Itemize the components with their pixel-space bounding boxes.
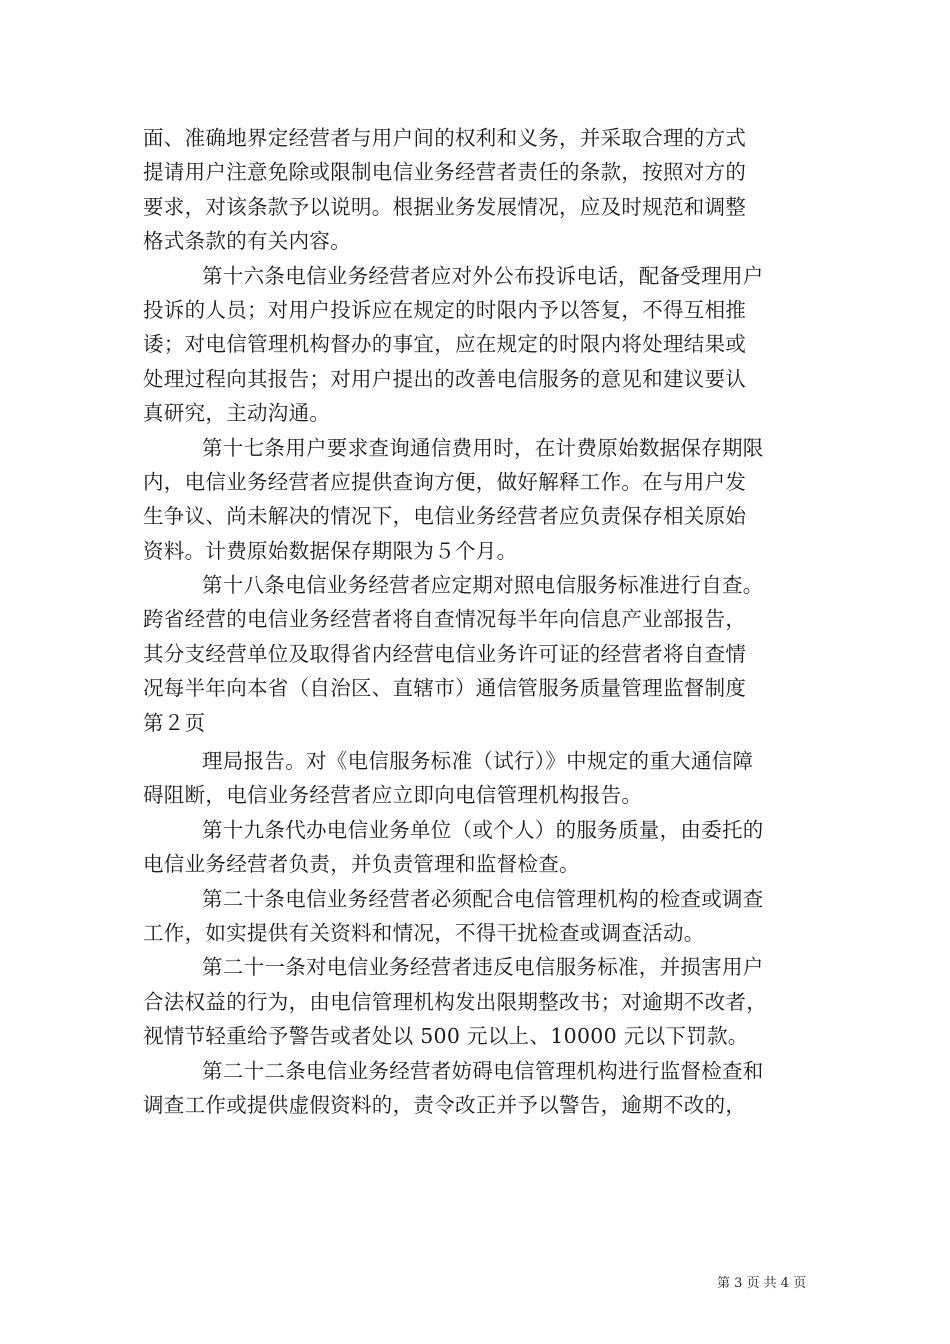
text-line: 第十八条电信业务经营者应定期对照电信服务标准进行自查。 [202,573,764,598]
text-line: 碍阻断，电信业务经营者应立即向电信管理机构报告。 [143,783,643,808]
text-line: 诿；对电信管理机构督办的事宜，应在规定的时限内将处理结果或 [143,332,747,357]
text-line: 面、准确地界定经营者与用户间的权利和义务，并采取合理的方式 [143,126,747,150]
text-line: 况每半年向本省（自治区、直辖市）通信管服务质量管理监督制度 [143,676,747,701]
text-line: 第２页 [143,710,206,735]
text-block-before-break [143,121,815,740]
text-line: 第十六条电信业务经营者应对外公布投诉电话，配备受理用户 [202,263,764,288]
text-line: 调查工作或提供虚假资料的，责令改正并予以警告，逾期不改的， [143,1092,747,1117]
text-line: 生争议、尚未解决的情况下，电信业务经营者应负责保存相关原始 [143,504,747,529]
text-line: 第十九条代办电信业务单位（或个人）的服务质量，由委托的 [202,817,764,842]
text-line: 其分支经营单位及取得省内经营电信业务许可证的经营者将自查情 [143,641,747,666]
text-line: 跨省经营的电信业务经营者将自查情况每半年向信息产业部报告， [143,607,747,632]
document-body [143,121,815,1122]
text-line: 第二十二条电信业务经营者妨碍电信管理机构进行监督检查和 [202,1058,764,1083]
text-block-after-break [143,744,815,1122]
text-line: 真研究，主动沟通。 [143,401,331,426]
text-line: 第二十条电信业务经营者必须配合电信管理机构的检查或调查 [202,886,764,911]
text-line: 理局报告。对《电信服务标准（试行）》中规定的重大通信障 [202,749,754,774]
text-line: 投诉的人员；对用户投诉应在规定的时限内予以答复，不得互相推 [143,297,747,322]
text-line: 提请用户注意免除或限制电信业务经营者责任的条款，按照对方的 [143,160,747,185]
text-line: 第二十一条对电信业务经营者违反电信服务标准，并损害用户 [202,955,764,980]
text-line: 内，电信业务经营者应提供查询方便，做好解释工作。在与用户发 [143,469,747,494]
text-line: 处理过程向其报告；对用户提出的改善电信服务的意见和建议要认 [143,366,747,391]
text-line: 工作，如实提供有关资料和情况，不得干扰检查或调查活动。 [143,920,705,945]
text-line: 资料。计费原始数据保存期限为５个月。 [143,538,518,563]
text-line: 视情节轻重给予警告或者处以 500 元以上、10000 元以下罚款。 [143,1024,749,1049]
text-line: 电信业务经营者负责，并负责管理和监督检查。 [143,852,580,877]
text-line: 格式条款的有关内容。 [143,229,351,254]
text-line: 第十七条用户要求查询通信费用时，在计费原始数据保存期限 [202,435,764,460]
text-line: 合法权益的行为，由电信管理机构发出限期整改书；对逾期不改者， [143,989,767,1014]
page-number-footer: 第 3 页 共 4 页 [717,1276,807,1291]
text-line: 要求，对该条款予以说明。根据业务发展情况，应及时规范和调整 [143,194,747,219]
